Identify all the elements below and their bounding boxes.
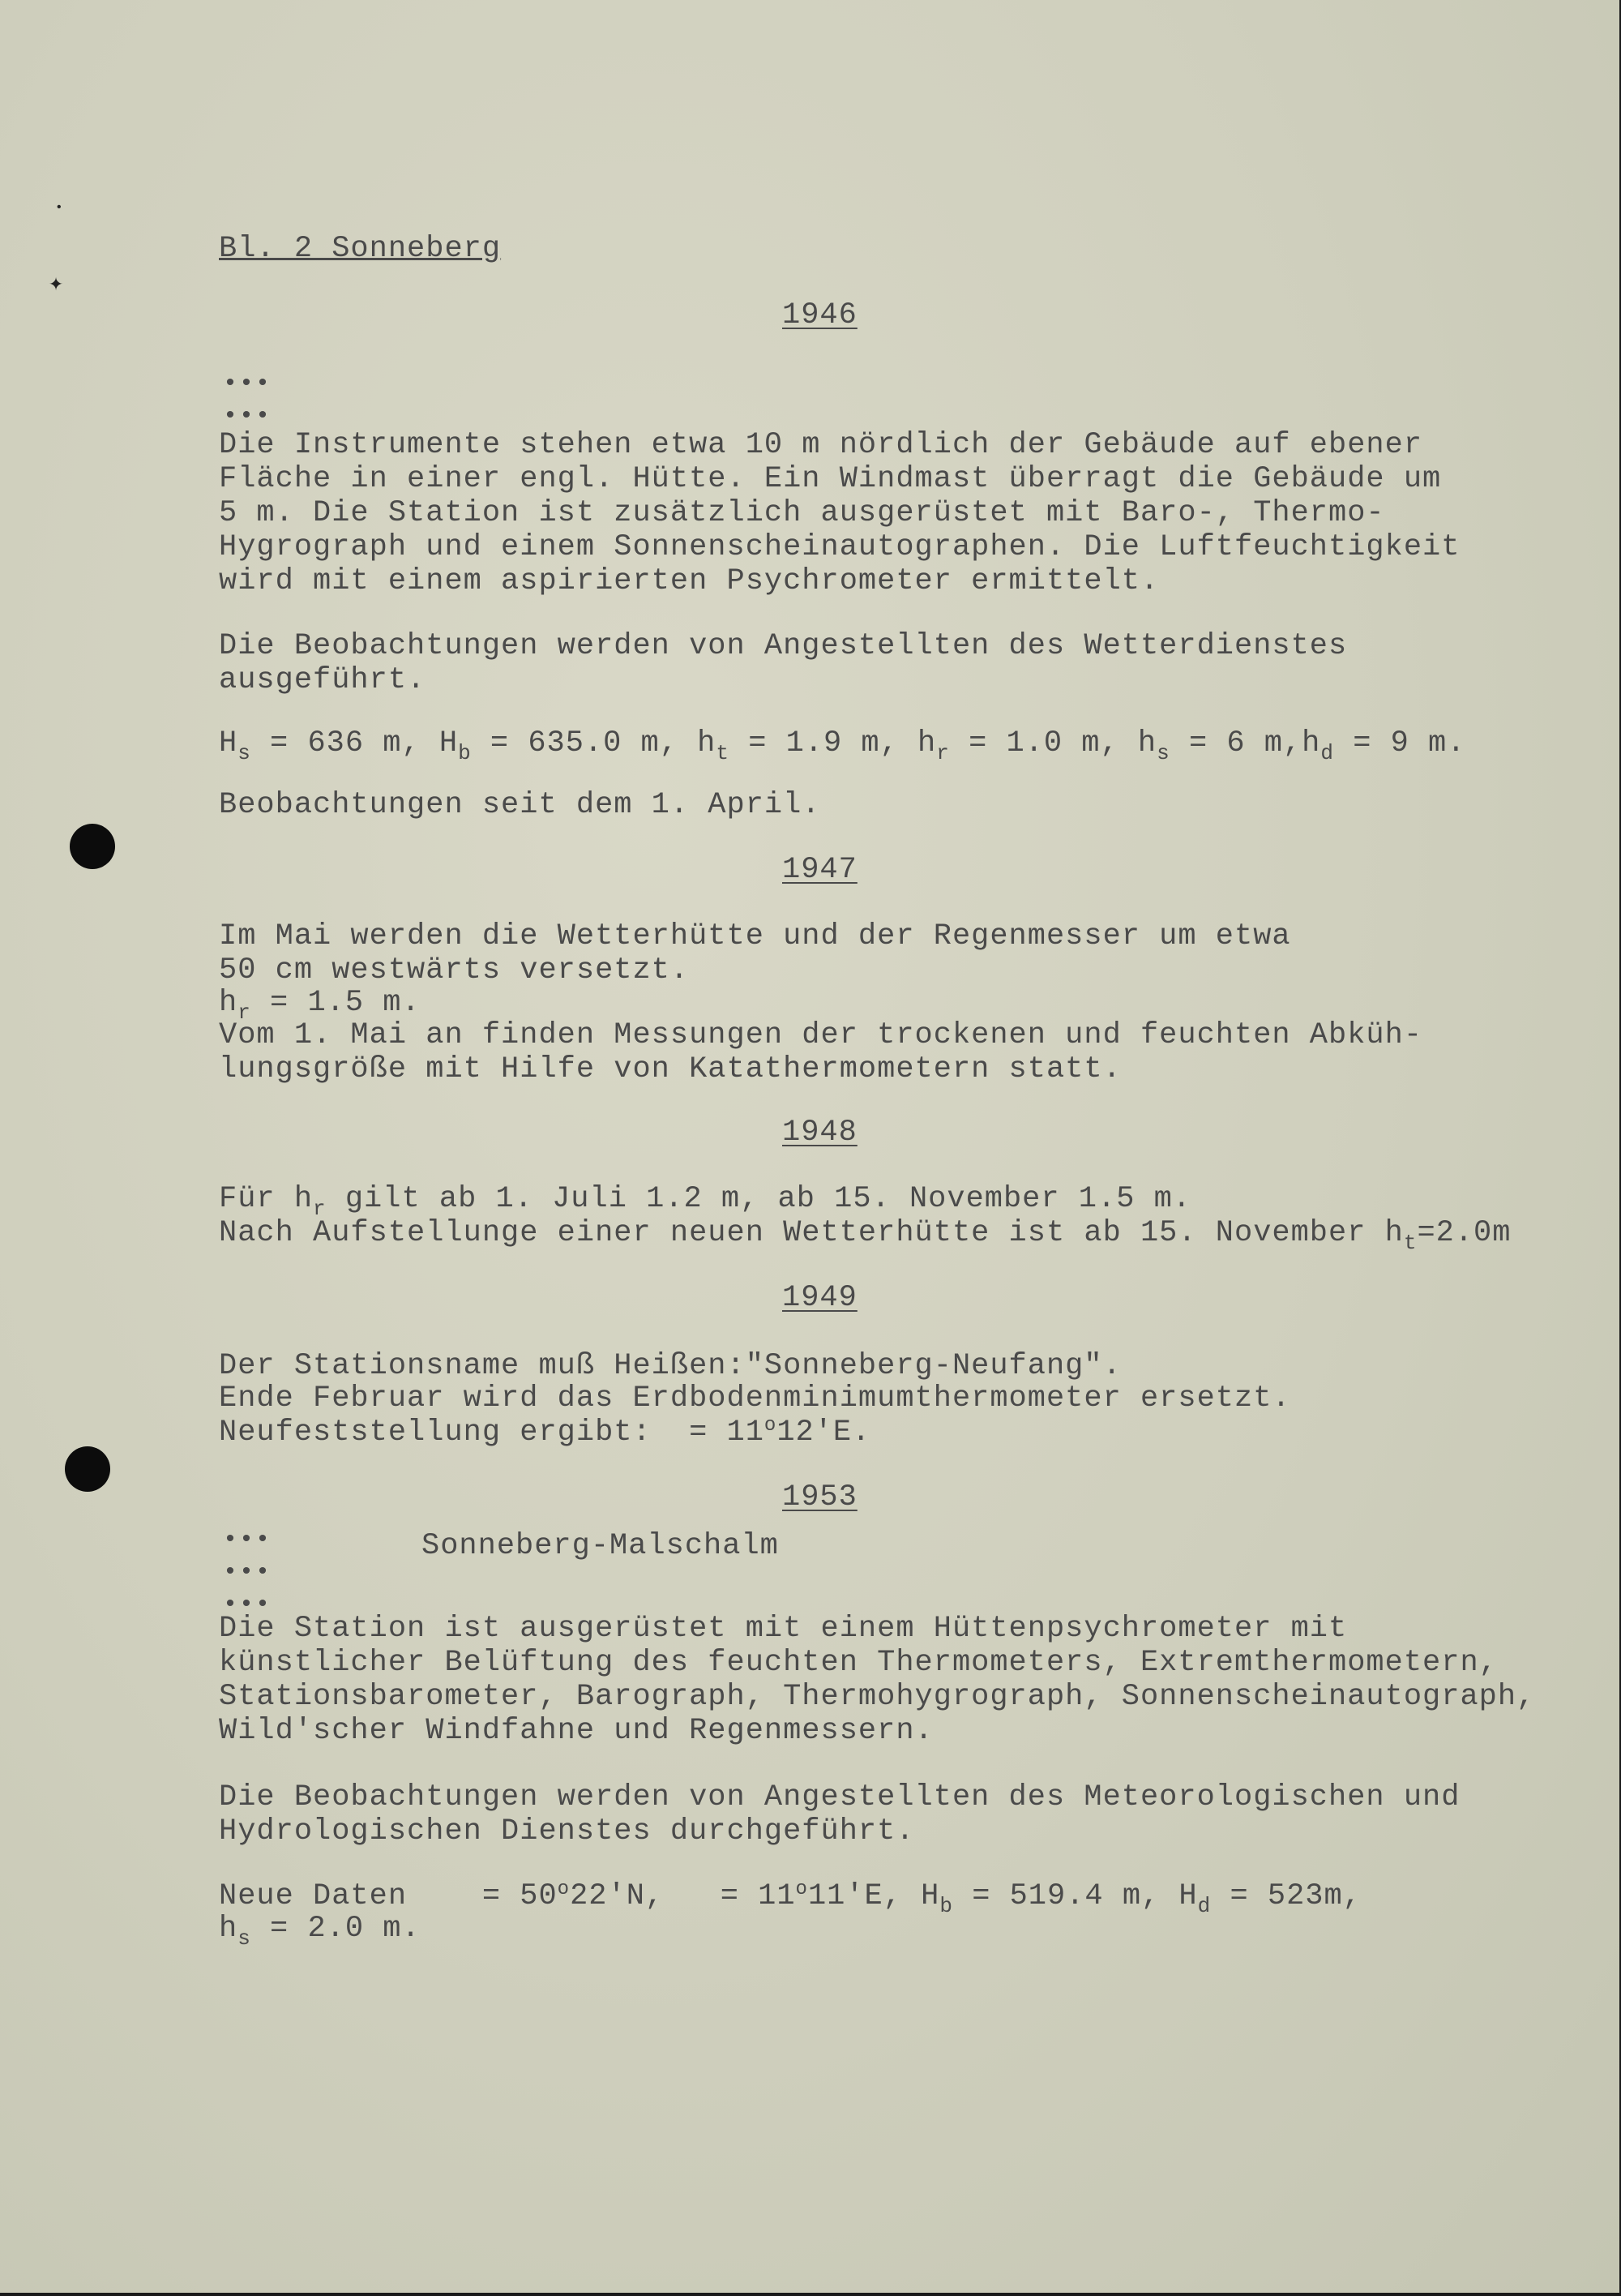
station-name: Sonneberg-Malschalm <box>421 1529 779 1563</box>
paragraph-line: künstlicher Belüftung des feuchten Thermometers, Extremthermometern, <box>219 1646 1498 1680</box>
ellipsis: ••• <box>223 403 272 430</box>
paragraph-line: $h_s = 2.0$ m. <box>219 1912 421 1951</box>
year-heading-1947: 1947 <box>782 853 858 887</box>
punch-hole-bottom <box>65 1446 110 1492</box>
paragraph-line: Im Mai werden die Wetterhütte und der Regenmesser um etwa <box>219 919 1291 953</box>
paragraph-line: Fläche in einer engl. Hütte. Ein Windmast überragt die Gebäude um <box>219 462 1442 496</box>
ellipsis: ••• <box>223 1527 272 1554</box>
year-heading-1949: 1949 <box>782 1281 858 1315</box>
paragraph-line: $h_r = 1.5$ m. <box>219 986 421 1025</box>
paragraph-line: Die Beobachtungen werden von Angestellten des Meteorologischen und <box>219 1780 1461 1814</box>
paragraph-line: 5 m. Die Station ist zusätzlich ausgerüstet mit Baro-, Thermo- <box>219 496 1385 530</box>
sheet-reference: Bl. 2 Sonneberg <box>219 232 502 266</box>
paragraph-line: Ende Februar wird das Erdbodenminimumthermometer ersetzt. <box>219 1381 1291 1416</box>
paragraph-line: Die Beobachtungen werden von Angestellten des Wetterdienstes <box>219 629 1348 663</box>
paragraph-line: lungsgröße mit Hilfe von Katathermometern statt. <box>219 1052 1122 1086</box>
paragraph-line: Wild'scher Windfahne und Regenmessern. <box>219 1714 934 1748</box>
paragraph-line: Die Instrumente stehen etwa 10 m nördlich der Gebäude auf ebener <box>219 428 1423 462</box>
year-heading-1948: 1948 <box>782 1116 858 1150</box>
paragraph-line: Für $h_r$ gilt ab 1. Juli 1.2 m, ab 15. November 1.5 m. <box>219 1182 1192 1221</box>
paragraph-line: ausgeführt. <box>219 663 426 697</box>
paragraph-line: Hygrograph und einem Sonnenscheinautographen. Die Luftfeuchtigkeit <box>219 530 1461 564</box>
ellipsis: ••• <box>223 1591 272 1619</box>
ellipsis: ••• <box>223 1559 272 1587</box>
paragraph-line: Neufeststellung ergibt: = $11^o12'E$. <box>219 1415 871 1450</box>
ellipsis: ••• <box>223 371 272 398</box>
margin-mark: • <box>55 200 63 215</box>
paragraph-line: Die Station ist ausgerüstet mit einem Hüttenpsychrometer mit <box>219 1612 1348 1646</box>
margin-mark: ✦ <box>49 271 64 298</box>
paragraph-line: Der Stationsname muß Heißen:"Sonneberg-Neufang". <box>219 1349 1122 1383</box>
year-heading-1953: 1953 <box>782 1480 858 1514</box>
punch-hole-top <box>70 824 115 869</box>
paragraph-line: Vom 1. Mai an finden Messungen der trockenen und feuchten Abküh- <box>219 1018 1423 1052</box>
paragraph-line: Nach Aufstellunge einer neuen Wetterhütte ist ab 15. November $h_t=2.0m$ <box>219 1216 1512 1255</box>
paragraph-line: wird mit einem aspirierten Psychrometer ermittelt. <box>219 564 1160 598</box>
paragraph-line: Beobachtungen seit dem 1. April. <box>219 788 821 822</box>
paragraph-line: 50 cm westwärts versetzt. <box>219 953 690 987</box>
new-data-line: Neue Daten = $50^o22'N$, = $11^o11'E$, $H_b = 519.4$ m, $H_d = 523m$, <box>219 1878 1362 1918</box>
paragraph-line: Hydrologischen Dienstes durchgeführt. <box>219 1814 915 1848</box>
station-heights: $H_s = 636$ m, $H_b = 635.0$ m, $h_t = 1.9$ m, $h_r = 1.0$ m, $h_s = 6$ $m,h_d = 9$ m. <box>219 726 1466 765</box>
paragraph-line: Stationsbarometer, Barograph, Thermohygrograph, Sonnenscheinautograph, <box>219 1680 1536 1714</box>
year-heading-1946: 1946 <box>782 298 858 332</box>
